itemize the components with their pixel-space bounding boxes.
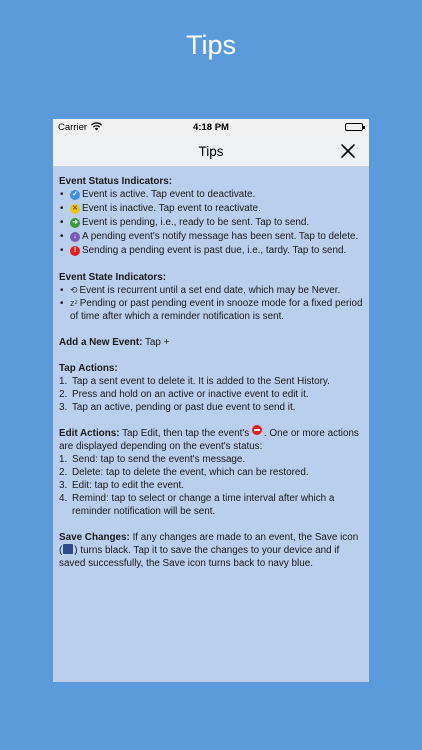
list-item: 1. Send: tap to send the event's message. bbox=[59, 454, 246, 465]
list-item: 4. Remind: tap to select or change a time interval after which a reminder notification will be sent. bbox=[59, 493, 335, 517]
item-text: Event is pending, i.e., ready to be sent. Tap to send. bbox=[82, 217, 310, 228]
battery-icon bbox=[345, 123, 363, 131]
item-text: Pending or past pending event in snooze mode for a fixed period of time after which a reminder notification is sent. bbox=[70, 298, 363, 322]
active-check-icon: ✓ bbox=[70, 190, 80, 200]
edit-actions-section bbox=[59, 427, 363, 518]
section-text: ) turns black. Tap it to save the changes to your device and if saved successfully, the Save icon turns back to navy blue. bbox=[59, 545, 340, 569]
close-icon[interactable] bbox=[340, 143, 356, 159]
status-bar bbox=[53, 119, 369, 136]
save-icon bbox=[63, 544, 73, 554]
nav-bar bbox=[53, 136, 369, 167]
list-item: 3. Edit: tap to edit the event. bbox=[59, 480, 184, 491]
edit-intro bbox=[59, 427, 363, 453]
section-lead: Add a New Event: bbox=[59, 337, 143, 348]
section-title: Tap Actions: bbox=[59, 363, 118, 374]
list-item bbox=[59, 244, 363, 258]
page-title: Tips bbox=[185, 30, 236, 60]
item-text: Press and hold on an active or inactive event to edit it. bbox=[72, 389, 309, 400]
nav-title: Tips bbox=[198, 144, 224, 159]
carrier-label: Carrier bbox=[58, 122, 88, 133]
save-changes-section bbox=[59, 531, 363, 570]
list-item bbox=[59, 202, 363, 216]
item-text: Tap a sent event to delete it. It is added to the Sent History. bbox=[72, 376, 330, 387]
item-text: Send: tap to send the event's message. bbox=[72, 454, 246, 465]
snooze-icon: zᶻ bbox=[70, 298, 78, 308]
section-text: If any changes are made to an event, the Save icon ( bbox=[59, 532, 359, 556]
clock-time: 4:18 PM bbox=[193, 122, 229, 133]
list-item: 3. Tap an active, pending or past due event to send it. bbox=[59, 402, 296, 413]
sent-down-arrow-icon: ↓ bbox=[70, 232, 80, 242]
intro-text: Tap Edit, then tap the event's bbox=[122, 428, 250, 439]
past-due-exclamation-icon: ! bbox=[70, 246, 80, 256]
recurrent-icon: ⟲ bbox=[70, 285, 78, 295]
item-text: Sending a pending event is past due, i.e., tardy. Tap to send. bbox=[82, 245, 347, 256]
inactive-x-icon: ✕ bbox=[70, 204, 80, 214]
list-item bbox=[59, 188, 363, 202]
section-lead: Edit Actions: bbox=[59, 428, 120, 439]
phone-screen bbox=[53, 119, 369, 682]
list-item bbox=[59, 216, 363, 230]
tips-content bbox=[53, 167, 369, 570]
section-title: Event Status Indicators: bbox=[59, 176, 173, 187]
list-item bbox=[59, 284, 363, 297]
intro-text: . One or more actions are displayed depending on the event's status: bbox=[59, 428, 359, 452]
item-text: Edit: tap to edit the event. bbox=[72, 480, 184, 491]
item-text: A pending event's notify message has been sent. Tap to delete. bbox=[82, 231, 359, 242]
list-item: 1. Tap a sent event to delete it. It is added to the Sent History. bbox=[59, 376, 330, 387]
state-indicators-section bbox=[59, 271, 363, 323]
item-text: Event is active. Tap event to deactivate. bbox=[82, 189, 256, 200]
item-text: Event is inactive. Tap event to reactivate. bbox=[82, 203, 261, 214]
tap-actions-section bbox=[59, 362, 363, 414]
list-item bbox=[59, 230, 363, 244]
list-item bbox=[59, 297, 363, 323]
item-text: Delete: tap to delete the event, which can be restored. bbox=[72, 467, 309, 478]
item-text: Event is recurrent until a set end date, which may be Never. bbox=[79, 285, 341, 296]
list-item: 2. Delete: tap to delete the event, which can be restored. bbox=[59, 467, 309, 478]
section-text: Tap + bbox=[144, 337, 170, 348]
add-event-section bbox=[59, 336, 363, 349]
pending-icon: ➜ bbox=[70, 218, 80, 228]
item-text: Tap an active, pending or past due event to send it. bbox=[72, 402, 296, 413]
item-text: Remind: tap to select or change a time interval after which a reminder notification will be sent. bbox=[72, 493, 335, 517]
list-item: 2. Press and hold on an active or inactive event to edit it. bbox=[59, 389, 309, 400]
status-indicators-section bbox=[59, 175, 363, 258]
section-title: Event State Indicators: bbox=[59, 272, 167, 283]
remove-icon bbox=[252, 425, 262, 435]
section-lead: Save Changes: bbox=[59, 532, 130, 543]
